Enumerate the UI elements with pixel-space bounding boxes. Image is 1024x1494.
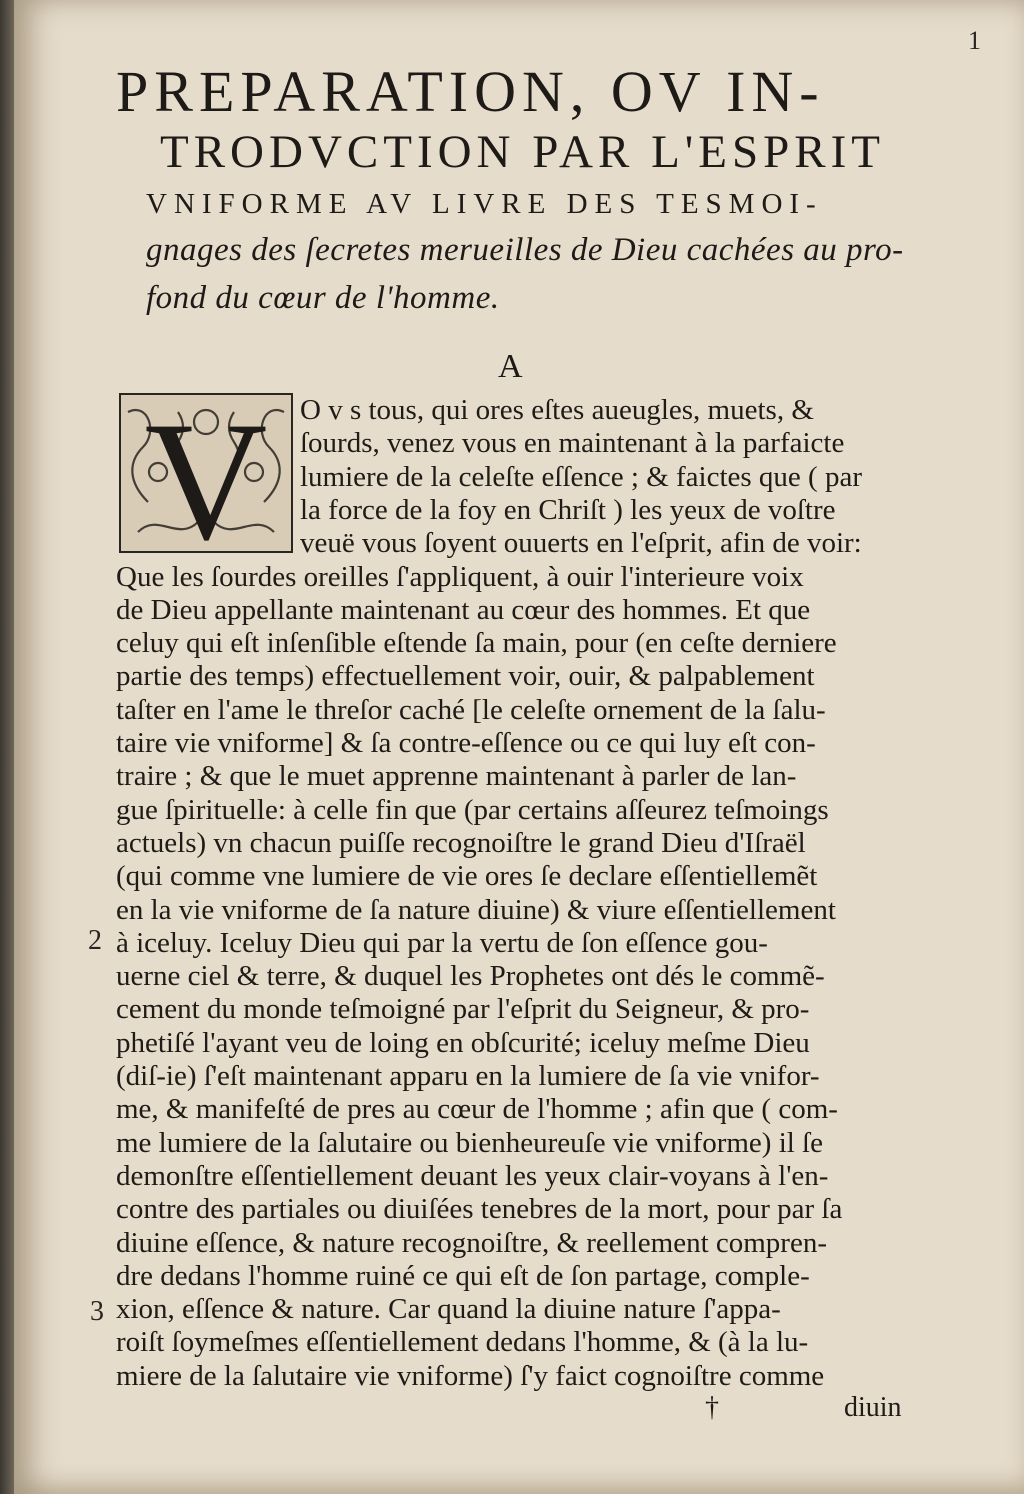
title-line-2: TRODVCTION PAR L'ESPRIT (160, 126, 885, 178)
body-line: la force de la foy en Chriſt ) les yeux de voſtre (300, 493, 836, 526)
margin-number-2: 2 (88, 925, 102, 956)
body-line: en la vie vniforme de ſa nature diuine) & viure eſſentiellement (116, 893, 836, 926)
title-line-4: gnages des ſecretes merueilles de Dieu cachées au pro- (146, 232, 904, 268)
section-letter: A (498, 348, 523, 385)
body-line: me lumiere de la ſalutaire ou bienheureuſe vie vniforme) il ſe (116, 1126, 823, 1159)
body-line: celuy qui eſt inſenſible eſtende ſa main, pour (en ceſte derniere (116, 627, 837, 660)
decorated-initial-v (118, 392, 294, 554)
body-line: veuë vous ſoyent ouuerts en l'eſprit, afin de voir: (300, 527, 862, 560)
body-line: (qui comme vne lumiere de vie ores ſe declare eſſentiellemẽt (116, 860, 818, 893)
binding-gutter (0, 0, 14, 1494)
body-line: diuine eſſence, & nature recognoiſtre, & reellement compren- (116, 1226, 827, 1259)
body-line: taſter en l'ame le threſor caché [le celeſte ornement de la ſalu- (116, 693, 826, 726)
initial-letter: V (144, 392, 268, 554)
body-line: partie des temps) effectuellement voir, ouir, & palpablement (116, 660, 815, 693)
body-line: cement du monde teſmoigné par l'eſprit du Seigneur, & pro- (116, 993, 810, 1026)
body-line: phetiſé l'ayant veu de loing en obſcurité; iceluy meſme Dieu (116, 1026, 810, 1059)
page-number: 1 (968, 26, 981, 55)
body-line: Que les ſourdes oreilles ſ'appliquent, à ouir l'interieure voix (116, 560, 804, 593)
catchword: diuin (844, 1392, 902, 1423)
body-line: à iceluy. Iceluy Dieu qui par la vertu de ſon eſſence gou- (116, 926, 768, 959)
body-line: lumiere de la celeſte eſſence ; & faictes que ( par (300, 460, 862, 493)
body-line: de Dieu appellante maintenant au cœur des hommes. Et que (116, 593, 811, 626)
body-line: traire ; & que le muet apprenne maintenant à parler de lan- (116, 760, 797, 793)
margin-number-3: 3 (90, 1296, 104, 1327)
body-line: (diſ-ie) ſ'eſt maintenant apparu en la lumiere de ſa vie vnifor- (116, 1060, 820, 1092)
body-line: contre des partiales ou diuiſées tenebres de la mort, pour par ſa (116, 1193, 843, 1226)
body-line: me, & manifeſté de pres au cœur de l'homme ; afin que ( com- (116, 1093, 838, 1126)
body-line: gue ſpirituelle: à celle fin que (par certains aſſeurez teſmoings (116, 793, 829, 826)
title-line-5: fond du cœur de l'homme. (146, 280, 500, 316)
body-line: O v s tous, qui ores eſtes aueugles, muets, & (300, 394, 814, 426)
body-line: actuels) vn chacun puiſſe recognoiſtre le grand Dieu d'Iſraël (116, 826, 806, 859)
title-line-1: PREPARATION, OV IN- (116, 59, 825, 124)
body-line: demonſtre eſſentiellement deuant les yeux clair-voyans à l'en- (116, 1159, 829, 1192)
body-line: dre dedans l'homme ruiné ce qui eſt de ſon partage, comple- (116, 1259, 810, 1292)
body-line: taire vie vniforme] & ſa contre-eſſence ou ce qui luy eſt con- (116, 727, 816, 759)
title-line-3: VNIFORME AV LIVRE DES TESMOI- (146, 188, 823, 220)
signature-mark: † (705, 1392, 719, 1423)
body-line: miere de la ſalutaire vie vniforme) ſ'y faict cognoiſtre comme (116, 1359, 825, 1392)
body-line: uerne ciel & terre, & duquel les Prophetes ont dés le commẽ- (116, 960, 825, 993)
body-line: roiſt ſoymeſmes eſſentiellement dedans l'homme, & (à la lu- (116, 1326, 809, 1359)
body-line: ſourds, venez vous en maintenant à la parfaicte (300, 427, 845, 460)
body-line: xion, eſſence & nature. Car quand la diuine nature ſ'appa- (116, 1293, 781, 1326)
